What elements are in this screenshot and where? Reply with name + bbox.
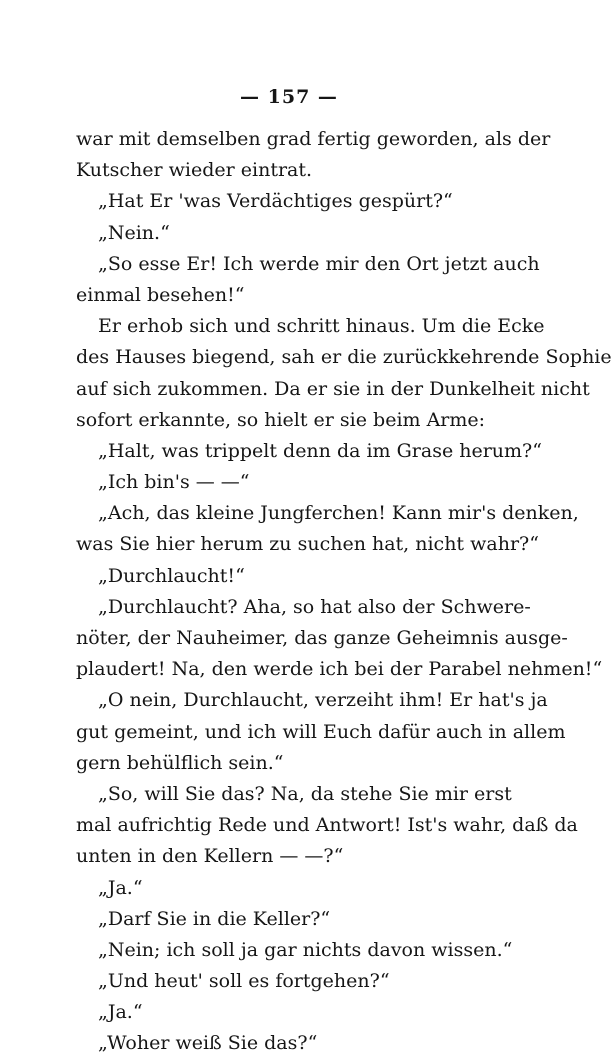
text-line: „Durchlaucht? Aha, so hat also der Schwere-	[98, 595, 531, 618]
text-line: „Durchlaucht!“	[98, 564, 245, 587]
text-line: mal aufrichtig Rede und Antwort! Ist's wahr, daß da	[76, 814, 578, 837]
text-line: gern behülflich sein.“	[76, 751, 284, 774]
text-line: „O nein, Durchlaucht, verzeiht ihm! Er hat's ja	[98, 689, 548, 712]
text-line: gut gemeint, und ich will Euch dafür auch in allem	[76, 720, 566, 743]
body-text	[76, 124, 612, 1060]
text-line: unten in den Kellern — —?“	[76, 845, 344, 868]
text-line: „Nein; ich soll ja gar nichts davon wissen.“	[98, 938, 513, 961]
text-line: „Woher weiß Sie das?“	[98, 1032, 318, 1055]
page-number: — 157 —	[240, 86, 338, 108]
text-line: „So esse Er! Ich werde mir den Ort jetzt auch	[98, 252, 540, 275]
text-line: „Ich bin's — —“	[98, 471, 250, 494]
text-line: „Halt, was trippelt denn da im Grase herum?“	[98, 439, 542, 462]
text-line: sofort erkannte, so hielt er sie beim Arme:	[76, 408, 486, 431]
text-line: war mit demselben grad fertig geworden, als der	[76, 128, 551, 150]
text-line: „Ja.“	[98, 876, 143, 899]
text-line: auf sich zukommen. Da er sie in der Dunkelheit nicht	[76, 377, 590, 400]
text-line: „Nein.“	[98, 221, 170, 244]
text-line: plaudert! Na, den werde ich bei der Parabel nehmen!“	[76, 658, 603, 681]
text-line: „Darf Sie in die Keller?“	[98, 907, 331, 930]
text-line: einmal besehen!“	[76, 283, 245, 306]
text-line: des Hauses biegend, sah er die zurückkehrende Sophie	[76, 346, 612, 369]
text-line: Er erhob sich und schritt hinaus. Um die Ecke	[98, 315, 545, 338]
text-line: „Und heut' soll es fortgehen?“	[98, 970, 390, 993]
text-line: „Ach, das kleine Jungferchen! Kann mir's denken,	[98, 502, 579, 525]
text-line: Kutscher wieder eintrat.	[76, 159, 313, 182]
text-line: was Sie hier herum zu suchen hat, nicht wahr?“	[76, 533, 539, 556]
text-line: „Ja.“	[98, 1001, 143, 1024]
text-line: nöter, der Nauheimer, das ganze Geheimnis ausge-	[76, 627, 568, 649]
text-line: „So, will Sie das? Na, da stehe Sie mir erst	[98, 782, 512, 805]
text-line: „Hat Er 'was Verdächtiges gespürt?“	[98, 190, 453, 213]
